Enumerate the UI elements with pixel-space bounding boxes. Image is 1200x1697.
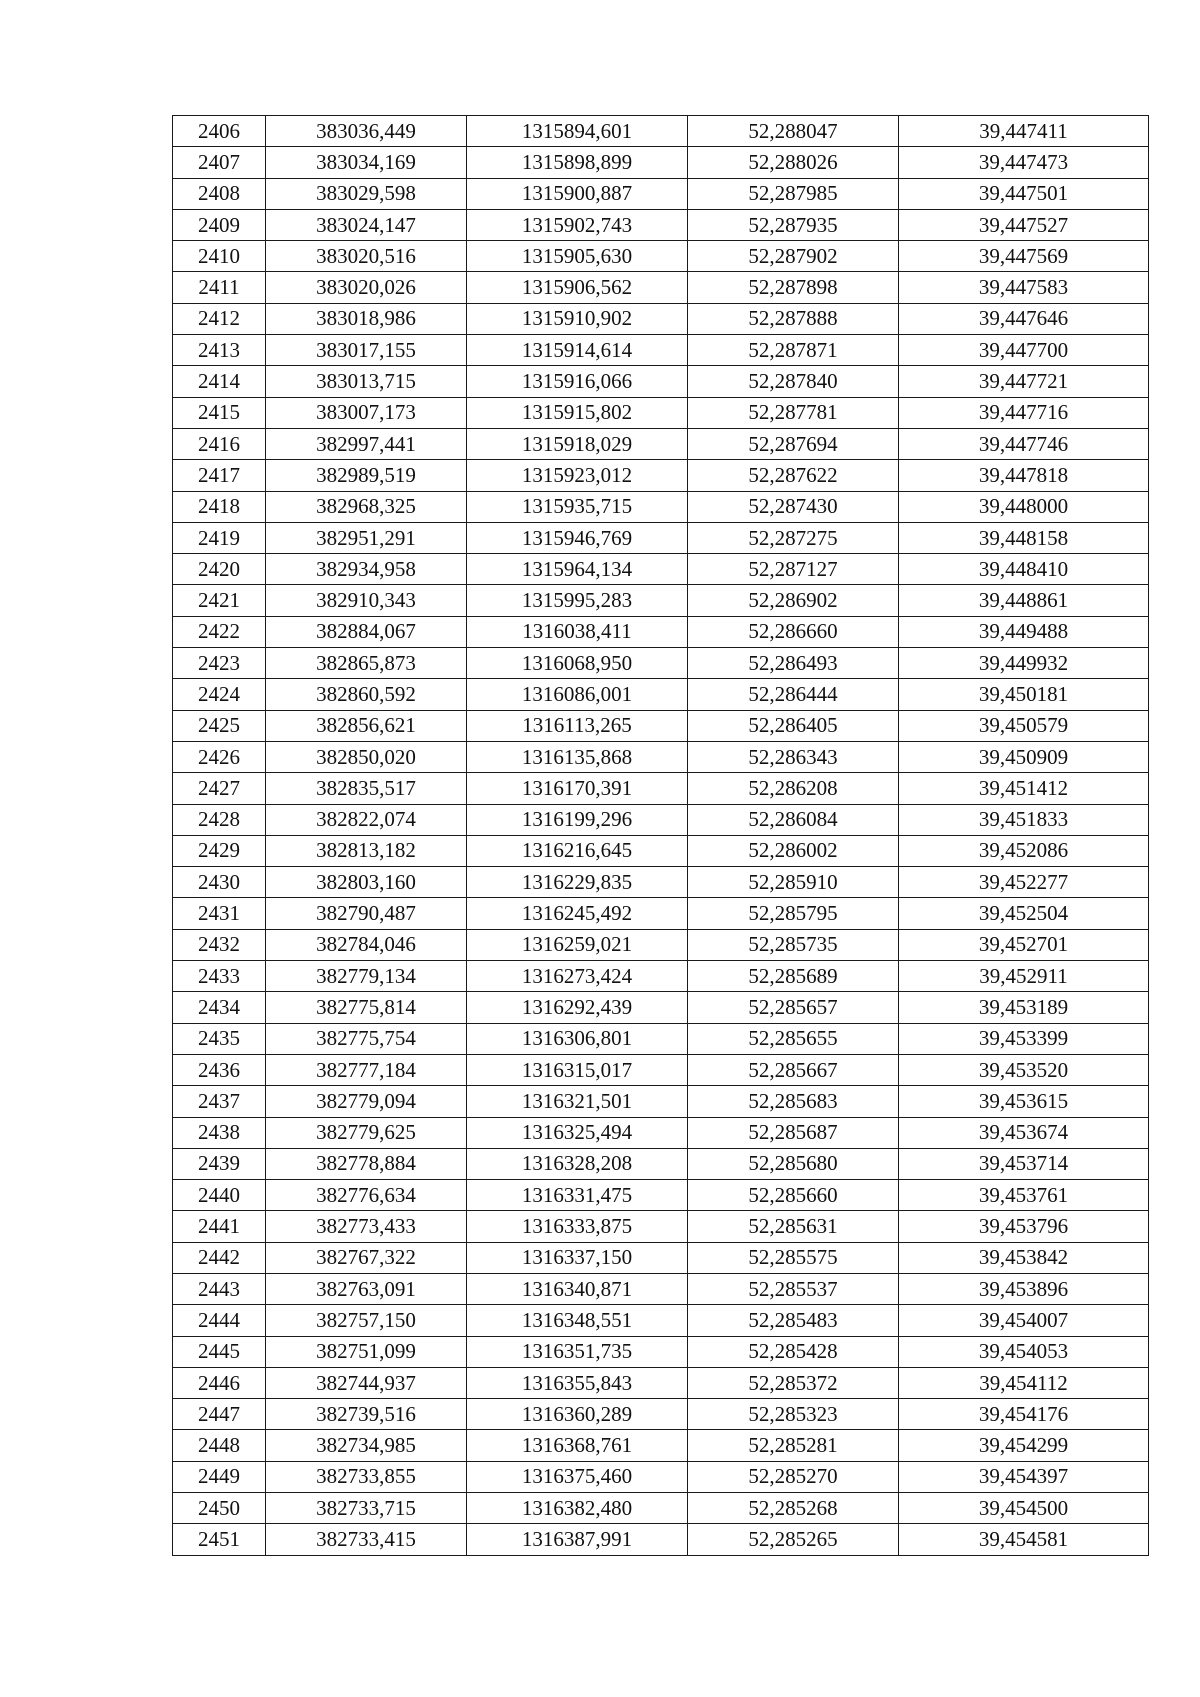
x-coordinate-cell: 382803,160	[266, 867, 467, 898]
x-coordinate-cell: 383007,173	[266, 397, 467, 428]
latitude-cell: 39,447646	[899, 303, 1149, 334]
point-number-cell: 2420	[173, 554, 266, 585]
point-number-cell: 2419	[173, 522, 266, 553]
x-coordinate-cell: 382776,634	[266, 1180, 467, 1211]
latitude-cell: 39,453761	[899, 1180, 1149, 1211]
longitude-cell: 52,287127	[688, 554, 899, 585]
table-row	[173, 961, 1149, 992]
y-coordinate-cell: 1316038,411	[467, 616, 688, 647]
point-number-cell: 2417	[173, 460, 266, 491]
table-row	[173, 1086, 1149, 1117]
y-coordinate-cell: 1316333,875	[467, 1211, 688, 1242]
table-row	[173, 1524, 1149, 1555]
point-number-cell: 2427	[173, 773, 266, 804]
y-coordinate-cell: 1316086,001	[467, 679, 688, 710]
latitude-cell: 39,448410	[899, 554, 1149, 585]
table-row	[173, 272, 1149, 303]
table-row	[173, 1367, 1149, 1398]
x-coordinate-cell: 382763,091	[266, 1273, 467, 1304]
y-coordinate-cell: 1315915,802	[467, 397, 688, 428]
longitude-cell: 52,285428	[688, 1336, 899, 1367]
point-number-cell: 2451	[173, 1524, 266, 1555]
latitude-cell: 39,447721	[899, 366, 1149, 397]
y-coordinate-cell: 1316170,391	[467, 773, 688, 804]
point-number-cell: 2409	[173, 209, 266, 240]
table-row	[173, 992, 1149, 1023]
coordinates-table	[172, 115, 1149, 1556]
latitude-cell: 39,450909	[899, 741, 1149, 772]
y-coordinate-cell: 1316375,460	[467, 1461, 688, 1492]
point-number-cell: 2413	[173, 335, 266, 366]
x-coordinate-cell: 382822,074	[266, 804, 467, 835]
point-number-cell: 2433	[173, 961, 266, 992]
x-coordinate-cell: 382734,985	[266, 1430, 467, 1461]
y-coordinate-cell: 1316360,289	[467, 1399, 688, 1430]
longitude-cell: 52,288047	[688, 116, 899, 147]
longitude-cell: 52,285683	[688, 1086, 899, 1117]
longitude-cell: 52,286660	[688, 616, 899, 647]
y-coordinate-cell: 1316328,208	[467, 1148, 688, 1179]
point-number-cell: 2432	[173, 929, 266, 960]
longitude-cell: 52,285575	[688, 1242, 899, 1273]
latitude-cell: 39,453615	[899, 1086, 1149, 1117]
y-coordinate-cell: 1316337,150	[467, 1242, 688, 1273]
x-coordinate-cell: 382779,625	[266, 1117, 467, 1148]
latitude-cell: 39,447473	[899, 147, 1149, 178]
point-number-cell: 2407	[173, 147, 266, 178]
x-coordinate-cell: 382951,291	[266, 522, 467, 553]
table-row	[173, 428, 1149, 459]
x-coordinate-cell: 382733,855	[266, 1461, 467, 1492]
table-row	[173, 867, 1149, 898]
y-coordinate-cell: 1315946,769	[467, 522, 688, 553]
latitude-cell: 39,448861	[899, 585, 1149, 616]
point-number-cell: 2449	[173, 1461, 266, 1492]
x-coordinate-cell: 382733,415	[266, 1524, 467, 1555]
longitude-cell: 52,285281	[688, 1430, 899, 1461]
y-coordinate-cell: 1316135,868	[467, 741, 688, 772]
latitude-cell: 39,453189	[899, 992, 1149, 1023]
longitude-cell: 52,287898	[688, 272, 899, 303]
latitude-cell: 39,453714	[899, 1148, 1149, 1179]
latitude-cell: 39,448158	[899, 522, 1149, 553]
table-row	[173, 929, 1149, 960]
y-coordinate-cell: 1315910,902	[467, 303, 688, 334]
x-coordinate-cell: 382779,094	[266, 1086, 467, 1117]
table-row	[173, 1461, 1149, 1492]
longitude-cell: 52,285268	[688, 1493, 899, 1524]
longitude-cell: 52,285660	[688, 1180, 899, 1211]
x-coordinate-cell: 382775,754	[266, 1023, 467, 1054]
table-row	[173, 303, 1149, 334]
y-coordinate-cell: 1315914,614	[467, 335, 688, 366]
table-row	[173, 773, 1149, 804]
x-coordinate-cell: 382739,516	[266, 1399, 467, 1430]
latitude-cell: 39,449932	[899, 648, 1149, 679]
longitude-cell: 52,286002	[688, 835, 899, 866]
table-row	[173, 335, 1149, 366]
longitude-cell: 52,288026	[688, 147, 899, 178]
table-row	[173, 1273, 1149, 1304]
y-coordinate-cell: 1315935,715	[467, 491, 688, 522]
latitude-cell: 39,447746	[899, 428, 1149, 459]
table-row	[173, 1242, 1149, 1273]
table-row	[173, 1054, 1149, 1085]
x-coordinate-cell: 382733,715	[266, 1493, 467, 1524]
y-coordinate-cell: 1315995,283	[467, 585, 688, 616]
point-number-cell: 2447	[173, 1399, 266, 1430]
table-row	[173, 1493, 1149, 1524]
latitude-cell: 39,451412	[899, 773, 1149, 804]
y-coordinate-cell: 1316331,475	[467, 1180, 688, 1211]
x-coordinate-cell: 382778,884	[266, 1148, 467, 1179]
table-row	[173, 616, 1149, 647]
latitude-cell: 39,447569	[899, 241, 1149, 272]
y-coordinate-cell: 1316382,480	[467, 1493, 688, 1524]
table-row	[173, 710, 1149, 741]
y-coordinate-cell: 1316387,991	[467, 1524, 688, 1555]
point-number-cell: 2436	[173, 1054, 266, 1085]
longitude-cell: 52,285655	[688, 1023, 899, 1054]
longitude-cell: 52,286493	[688, 648, 899, 679]
longitude-cell: 52,286343	[688, 741, 899, 772]
y-coordinate-cell: 1315900,887	[467, 178, 688, 209]
y-coordinate-cell: 1315916,066	[467, 366, 688, 397]
table-row	[173, 209, 1149, 240]
table-row	[173, 804, 1149, 835]
y-coordinate-cell: 1316351,735	[467, 1336, 688, 1367]
latitude-cell: 39,452911	[899, 961, 1149, 992]
longitude-cell: 52,287694	[688, 428, 899, 459]
longitude-cell: 52,285372	[688, 1367, 899, 1398]
point-number-cell: 2444	[173, 1305, 266, 1336]
latitude-cell: 39,454176	[899, 1399, 1149, 1430]
longitude-cell: 52,287902	[688, 241, 899, 272]
longitude-cell: 52,286084	[688, 804, 899, 835]
x-coordinate-cell: 382767,322	[266, 1242, 467, 1273]
point-number-cell: 2416	[173, 428, 266, 459]
point-number-cell: 2426	[173, 741, 266, 772]
x-coordinate-cell: 382910,343	[266, 585, 467, 616]
latitude-cell: 39,450181	[899, 679, 1149, 710]
x-coordinate-cell: 383024,147	[266, 209, 467, 240]
point-number-cell: 2430	[173, 867, 266, 898]
point-number-cell: 2431	[173, 898, 266, 929]
longitude-cell: 52,287275	[688, 522, 899, 553]
x-coordinate-cell: 382856,621	[266, 710, 467, 741]
point-number-cell: 2437	[173, 1086, 266, 1117]
point-number-cell: 2428	[173, 804, 266, 835]
table-row	[173, 1211, 1149, 1242]
latitude-cell: 39,447411	[899, 116, 1149, 147]
point-number-cell: 2424	[173, 679, 266, 710]
longitude-cell: 52,285795	[688, 898, 899, 929]
x-coordinate-cell: 383034,169	[266, 147, 467, 178]
latitude-cell: 39,452277	[899, 867, 1149, 898]
x-coordinate-cell: 382934,958	[266, 554, 467, 585]
table-row	[173, 1336, 1149, 1367]
table-row	[173, 1117, 1149, 1148]
point-number-cell: 2439	[173, 1148, 266, 1179]
y-coordinate-cell: 1316199,296	[467, 804, 688, 835]
y-coordinate-cell: 1316113,265	[467, 710, 688, 741]
latitude-cell: 39,447501	[899, 178, 1149, 209]
y-coordinate-cell: 1315906,562	[467, 272, 688, 303]
latitude-cell: 39,447818	[899, 460, 1149, 491]
latitude-cell: 39,454112	[899, 1367, 1149, 1398]
longitude-cell: 52,285735	[688, 929, 899, 960]
longitude-cell: 52,287985	[688, 178, 899, 209]
longitude-cell: 52,287871	[688, 335, 899, 366]
point-number-cell: 2429	[173, 835, 266, 866]
y-coordinate-cell: 1316315,017	[467, 1054, 688, 1085]
y-coordinate-cell: 1316216,645	[467, 835, 688, 866]
table-row	[173, 1023, 1149, 1054]
point-number-cell: 2421	[173, 585, 266, 616]
latitude-cell: 39,453399	[899, 1023, 1149, 1054]
longitude-cell: 52,286902	[688, 585, 899, 616]
longitude-cell: 52,285631	[688, 1211, 899, 1242]
y-coordinate-cell: 1316325,494	[467, 1117, 688, 1148]
x-coordinate-cell: 382790,487	[266, 898, 467, 929]
longitude-cell: 52,287430	[688, 491, 899, 522]
y-coordinate-cell: 1316340,871	[467, 1273, 688, 1304]
point-number-cell: 2415	[173, 397, 266, 428]
point-number-cell: 2410	[173, 241, 266, 272]
x-coordinate-cell: 383018,986	[266, 303, 467, 334]
longitude-cell: 52,287622	[688, 460, 899, 491]
table-row	[173, 178, 1149, 209]
table-row	[173, 554, 1149, 585]
x-coordinate-cell: 382835,517	[266, 773, 467, 804]
point-number-cell: 2441	[173, 1211, 266, 1242]
y-coordinate-cell: 1316259,021	[467, 929, 688, 960]
table-row	[173, 1305, 1149, 1336]
point-number-cell: 2406	[173, 116, 266, 147]
point-number-cell: 2408	[173, 178, 266, 209]
latitude-cell: 39,447583	[899, 272, 1149, 303]
y-coordinate-cell: 1315894,601	[467, 116, 688, 147]
latitude-cell: 39,454581	[899, 1524, 1149, 1555]
y-coordinate-cell: 1316245,492	[467, 898, 688, 929]
table-row	[173, 397, 1149, 428]
y-coordinate-cell: 1316273,424	[467, 961, 688, 992]
latitude-cell: 39,454299	[899, 1430, 1149, 1461]
y-coordinate-cell: 1315898,899	[467, 147, 688, 178]
x-coordinate-cell: 382813,182	[266, 835, 467, 866]
longitude-cell: 52,286208	[688, 773, 899, 804]
latitude-cell: 39,454053	[899, 1336, 1149, 1367]
x-coordinate-cell: 382884,067	[266, 616, 467, 647]
point-number-cell: 2445	[173, 1336, 266, 1367]
longitude-cell: 52,287781	[688, 397, 899, 428]
longitude-cell: 52,285323	[688, 1399, 899, 1430]
point-number-cell: 2443	[173, 1273, 266, 1304]
x-coordinate-cell: 382751,099	[266, 1336, 467, 1367]
point-number-cell: 2422	[173, 616, 266, 647]
table-row	[173, 1430, 1149, 1461]
y-coordinate-cell: 1315923,012	[467, 460, 688, 491]
longitude-cell: 52,286405	[688, 710, 899, 741]
latitude-cell: 39,453896	[899, 1273, 1149, 1304]
table-row	[173, 241, 1149, 272]
latitude-cell: 39,452701	[899, 929, 1149, 960]
latitude-cell: 39,454500	[899, 1493, 1149, 1524]
x-coordinate-cell: 382850,020	[266, 741, 467, 772]
x-coordinate-cell: 382968,325	[266, 491, 467, 522]
table-row	[173, 1148, 1149, 1179]
point-number-cell: 2448	[173, 1430, 266, 1461]
table-row	[173, 648, 1149, 679]
x-coordinate-cell: 382779,134	[266, 961, 467, 992]
latitude-cell: 39,453842	[899, 1242, 1149, 1273]
x-coordinate-cell: 383013,715	[266, 366, 467, 397]
longitude-cell: 52,286444	[688, 679, 899, 710]
longitude-cell: 52,287840	[688, 366, 899, 397]
x-coordinate-cell: 382997,441	[266, 428, 467, 459]
x-coordinate-cell: 383029,598	[266, 178, 467, 209]
latitude-cell: 39,449488	[899, 616, 1149, 647]
longitude-cell: 52,285270	[688, 1461, 899, 1492]
x-coordinate-cell: 382865,873	[266, 648, 467, 679]
latitude-cell: 39,453674	[899, 1117, 1149, 1148]
point-number-cell: 2434	[173, 992, 266, 1023]
point-number-cell: 2450	[173, 1493, 266, 1524]
table-row	[173, 366, 1149, 397]
x-coordinate-cell: 382777,184	[266, 1054, 467, 1085]
longitude-cell: 52,285657	[688, 992, 899, 1023]
table-row	[173, 679, 1149, 710]
latitude-cell: 39,454007	[899, 1305, 1149, 1336]
x-coordinate-cell: 382989,519	[266, 460, 467, 491]
point-number-cell: 2425	[173, 710, 266, 741]
y-coordinate-cell: 1316068,950	[467, 648, 688, 679]
y-coordinate-cell: 1316355,843	[467, 1367, 688, 1398]
y-coordinate-cell: 1316368,761	[467, 1430, 688, 1461]
latitude-cell: 39,447700	[899, 335, 1149, 366]
latitude-cell: 39,450579	[899, 710, 1149, 741]
latitude-cell: 39,447527	[899, 209, 1149, 240]
table-row	[173, 1399, 1149, 1430]
longitude-cell: 52,285265	[688, 1524, 899, 1555]
longitude-cell: 52,285483	[688, 1305, 899, 1336]
longitude-cell: 52,287935	[688, 209, 899, 240]
point-number-cell: 2414	[173, 366, 266, 397]
latitude-cell: 39,454397	[899, 1461, 1149, 1492]
longitude-cell: 52,287888	[688, 303, 899, 334]
point-number-cell: 2418	[173, 491, 266, 522]
y-coordinate-cell: 1315905,630	[467, 241, 688, 272]
longitude-cell: 52,285689	[688, 961, 899, 992]
y-coordinate-cell: 1315964,134	[467, 554, 688, 585]
x-coordinate-cell: 382775,814	[266, 992, 467, 1023]
x-coordinate-cell: 383020,516	[266, 241, 467, 272]
table-row	[173, 835, 1149, 866]
table-row	[173, 1180, 1149, 1211]
coordinates-table-body	[173, 116, 1149, 1556]
table-row	[173, 585, 1149, 616]
point-number-cell: 2435	[173, 1023, 266, 1054]
point-number-cell: 2438	[173, 1117, 266, 1148]
x-coordinate-cell: 382773,433	[266, 1211, 467, 1242]
table-row	[173, 522, 1149, 553]
table-row	[173, 147, 1149, 178]
table-row	[173, 491, 1149, 522]
y-coordinate-cell: 1316321,501	[467, 1086, 688, 1117]
x-coordinate-cell: 383036,449	[266, 116, 467, 147]
latitude-cell: 39,452504	[899, 898, 1149, 929]
x-coordinate-cell: 382744,937	[266, 1367, 467, 1398]
point-number-cell: 2423	[173, 648, 266, 679]
table-row	[173, 898, 1149, 929]
longitude-cell: 52,285687	[688, 1117, 899, 1148]
longitude-cell: 52,285537	[688, 1273, 899, 1304]
longitude-cell: 52,285910	[688, 867, 899, 898]
y-coordinate-cell: 1316306,801	[467, 1023, 688, 1054]
point-number-cell: 2440	[173, 1180, 266, 1211]
y-coordinate-cell: 1315902,743	[467, 209, 688, 240]
latitude-cell: 39,452086	[899, 835, 1149, 866]
point-number-cell: 2412	[173, 303, 266, 334]
point-number-cell: 2442	[173, 1242, 266, 1273]
y-coordinate-cell: 1315918,029	[467, 428, 688, 459]
table-row	[173, 460, 1149, 491]
latitude-cell: 39,453520	[899, 1054, 1149, 1085]
x-coordinate-cell: 382784,046	[266, 929, 467, 960]
point-number-cell: 2411	[173, 272, 266, 303]
x-coordinate-cell: 382860,592	[266, 679, 467, 710]
y-coordinate-cell: 1316229,835	[467, 867, 688, 898]
y-coordinate-cell: 1316292,439	[467, 992, 688, 1023]
latitude-cell: 39,447716	[899, 397, 1149, 428]
latitude-cell: 39,448000	[899, 491, 1149, 522]
latitude-cell: 39,453796	[899, 1211, 1149, 1242]
longitude-cell: 52,285667	[688, 1054, 899, 1085]
point-number-cell: 2446	[173, 1367, 266, 1398]
table-row	[173, 116, 1149, 147]
x-coordinate-cell: 383017,155	[266, 335, 467, 366]
x-coordinate-cell: 382757,150	[266, 1305, 467, 1336]
latitude-cell: 39,451833	[899, 804, 1149, 835]
table-row	[173, 741, 1149, 772]
y-coordinate-cell: 1316348,551	[467, 1305, 688, 1336]
longitude-cell: 52,285680	[688, 1148, 899, 1179]
x-coordinate-cell: 383020,026	[266, 272, 467, 303]
